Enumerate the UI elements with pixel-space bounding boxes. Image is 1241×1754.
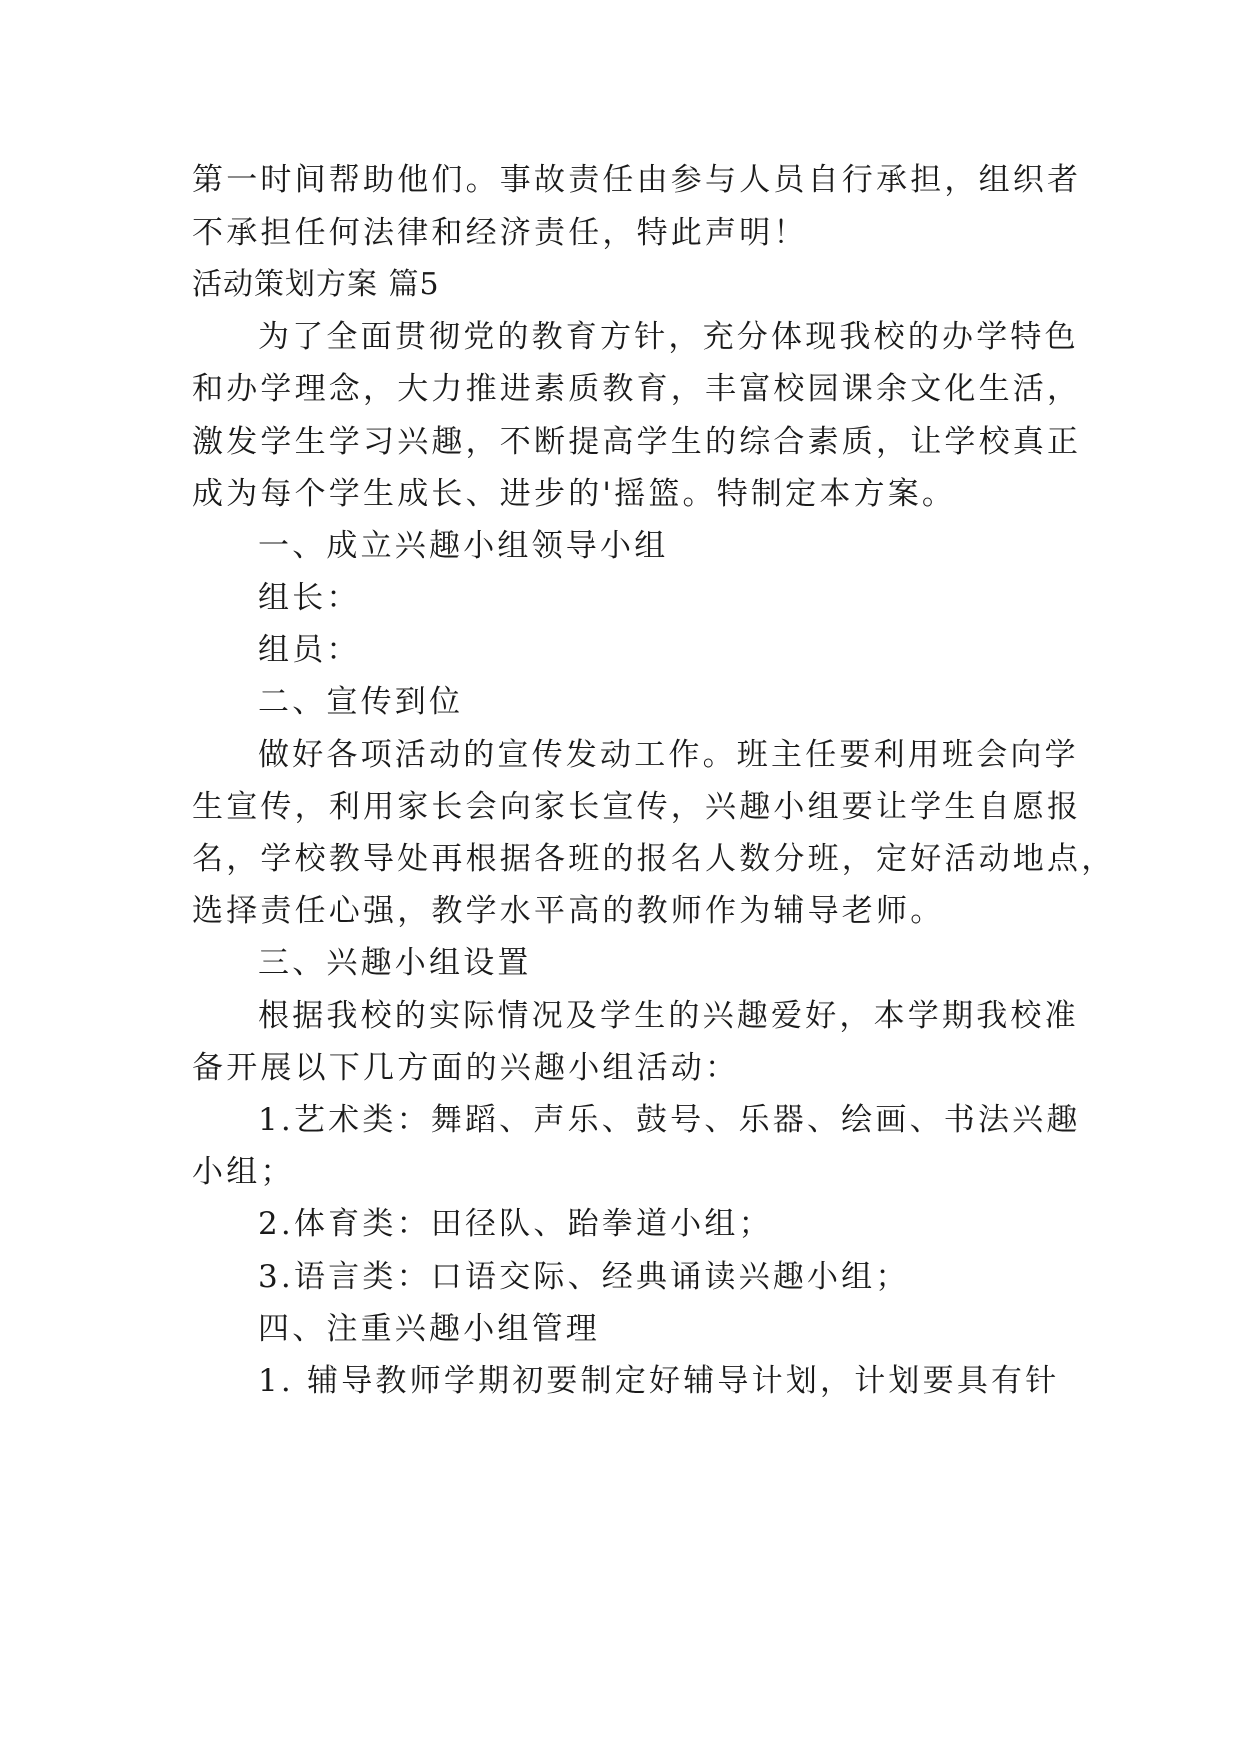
text-line: 第一时间帮助他们。事故责任由参与人员自行承担，组织者 [192,162,1082,198]
section-heading: 活动策划方案 篇5 [192,267,440,302]
text-line: 二、宣传到位 [258,684,464,720]
text-line: 组员： [258,632,361,668]
text-line: 不承担任何法律和经济责任，特此声明！ [192,215,808,251]
text-line: 3.语言类：口语交际、经典诵读兴趣小组； [258,1259,910,1295]
text-line: 小组； [192,1154,295,1190]
text-line: 组长： [258,580,361,616]
text-line: 一、成立兴趣小组领导小组 [258,528,669,564]
text-line: 1.艺术类：舞蹈、声乐、鼓号、乐器、绘画、书法兴趣 [258,1102,1081,1138]
text-line: 为了全面贯彻党的教育方针，充分体现我校的办学特色 [258,319,1079,355]
text-line: 备开展以下几方面的兴趣小组活动： [192,1050,740,1086]
text-line: 四、注重兴趣小组管理 [258,1311,600,1347]
text-line: 2.体育类：田径队、跆拳道小组； [258,1206,773,1242]
text-line: 根据我校的实际情况及学生的兴趣爱好，本学期我校准 [258,998,1079,1034]
text-line: 三、兴趣小组设置 [258,945,532,981]
text-line: 做好各项活动的宣传发动工作。班主任要利用班会向学 [258,737,1079,773]
text-line: 名，学校教导处再根据各班的报名人数分班，定好活动地点， [192,841,1116,877]
text-line: 1. 辅导教师学期初要制定好辅导计划，计划要具有针 [258,1363,1060,1399]
text-line: 选择责任心强，教学水平高的教师作为辅导老师。 [192,893,945,929]
text-line: 和办学理念，大力推进素质教育，丰富校园课余文化生活， [192,371,1082,407]
text-line: 生宣传，利用家长会向家长宣传，兴趣小组要让学生自愿报 [192,789,1082,825]
text-line: 激发学生学习兴趣，不断提高学生的综合素质，让学校真正 [192,424,1082,460]
text-line: 成为每个学生成长、进步的'摇篮。特制定本方案。 [192,476,957,512]
